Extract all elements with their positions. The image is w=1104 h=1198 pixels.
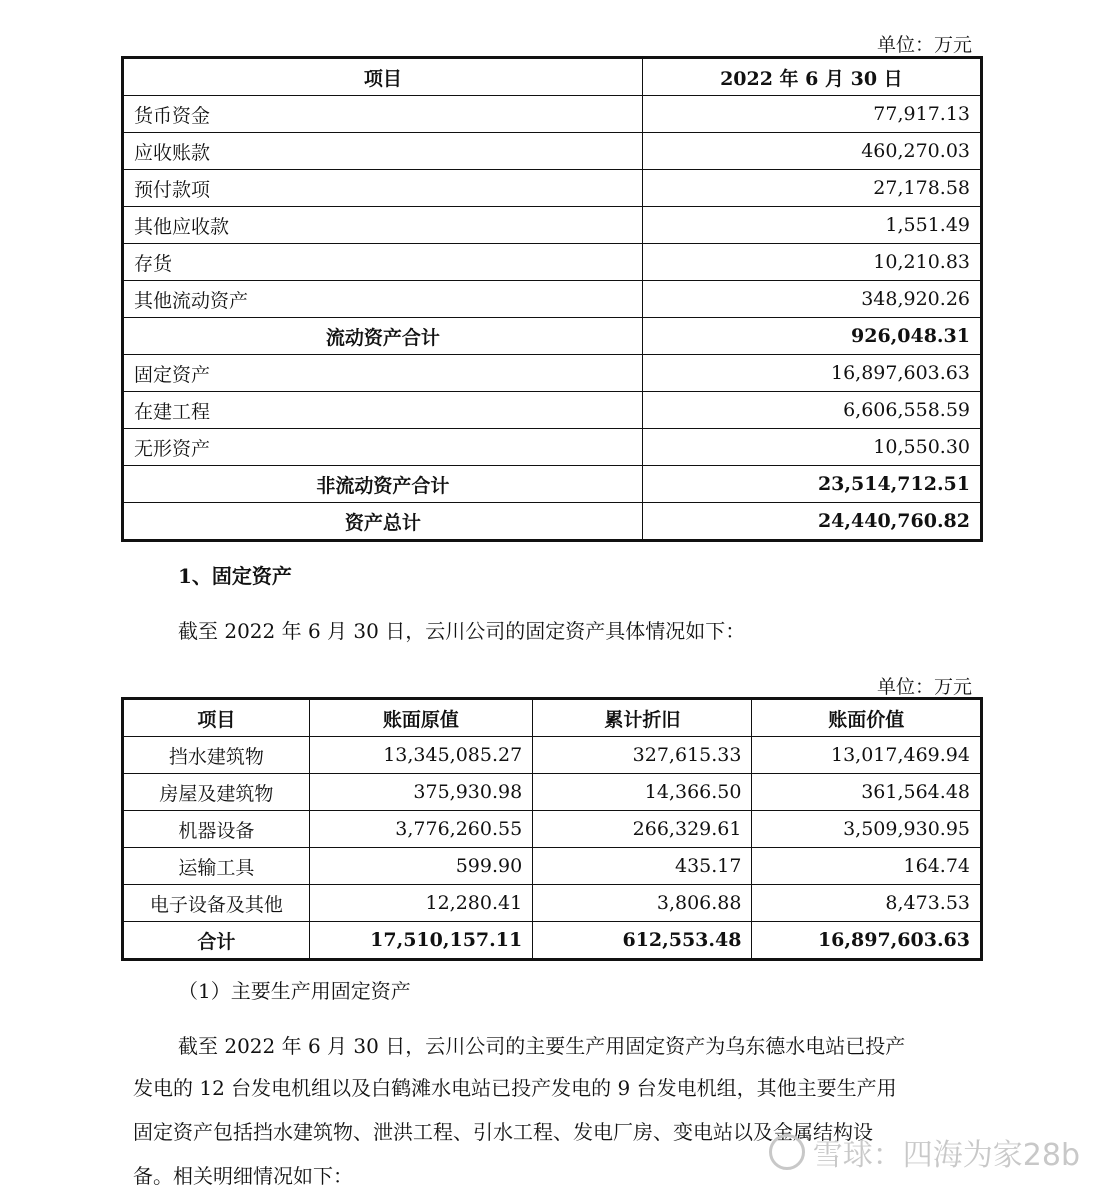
- subsection-heading: （1）主要生产用固定资产: [178, 979, 411, 1003]
- cell: 13,017,469.94: [752, 737, 982, 774]
- cell: 164.74: [752, 848, 982, 885]
- row-value: 27,178.58: [642, 170, 981, 207]
- row-label: 房屋及建筑物: [123, 774, 310, 811]
- row-value: 10,550.30: [642, 429, 981, 466]
- unit-label-1: 单位：万元: [876, 34, 972, 56]
- table-row: [123, 133, 982, 170]
- section-intro: 截至 2022 年 6 月 30 日，云川公司的固定资产具体情况如下：: [178, 619, 746, 643]
- cell: 3,806.88: [533, 885, 752, 922]
- table-row: [123, 392, 982, 429]
- total-row: [123, 922, 982, 960]
- cell: 16,897,603.63: [752, 922, 982, 960]
- header-depreciation: 累计折旧: [533, 699, 752, 737]
- cell: 13,345,085.27: [309, 737, 533, 774]
- cell: 3,509,930.95: [752, 811, 982, 848]
- paragraph-line: 发电的 12 台发电机组以及白鹤滩水电站已投产发电的 9 台发电机组，其他主要生产用: [133, 1076, 897, 1100]
- table-header-row: [123, 58, 982, 96]
- row-label: 其他流动资产: [123, 281, 643, 318]
- table-row: [123, 207, 982, 244]
- header-original-value: 账面原值: [309, 699, 533, 737]
- header-book-value: 账面价值: [752, 699, 982, 737]
- row-label: 机器设备: [123, 811, 310, 848]
- row-label: 资产总计: [123, 503, 643, 541]
- header-item: 项目: [123, 699, 310, 737]
- row-label: 预付款项: [123, 170, 643, 207]
- subtotal-row: [123, 318, 982, 355]
- watermark: [769, 1130, 1080, 1174]
- row-value: 926,048.31: [642, 318, 981, 355]
- table-row: [123, 811, 982, 848]
- cell: 12,280.41: [309, 885, 533, 922]
- cell: 3,776,260.55: [309, 811, 533, 848]
- table-row: [123, 355, 982, 392]
- row-value: 24,440,760.82: [642, 503, 981, 541]
- table-row: [123, 96, 982, 133]
- balance-sheet-table: [121, 56, 983, 542]
- paragraph-line: 备。相关明细情况如下：: [133, 1164, 353, 1188]
- unit-label-2: 单位：万元: [876, 676, 972, 698]
- cell: 375,930.98: [309, 774, 533, 811]
- row-value: 23,514,712.51: [642, 466, 981, 503]
- row-label: 存货: [123, 244, 643, 281]
- row-label: 流动资产合计: [123, 318, 643, 355]
- row-value: 6,606,558.59: [642, 392, 981, 429]
- row-label: 应收账款: [123, 133, 643, 170]
- paragraph-line: 截至 2022 年 6 月 30 日，云川公司的主要生产用固定资产为乌东德水电站已投产: [178, 1034, 906, 1058]
- row-label: 电子设备及其他: [123, 885, 310, 922]
- row-value: 348,920.26: [642, 281, 981, 318]
- row-label: 无形资产: [123, 429, 643, 466]
- row-label: 运输工具: [123, 848, 310, 885]
- cell: 14,366.50: [533, 774, 752, 811]
- row-label: 挡水建筑物: [123, 737, 310, 774]
- cell: 266,329.61: [533, 811, 752, 848]
- header-date: 2022 年 6 月 30 日: [642, 58, 981, 96]
- table-row: [123, 281, 982, 318]
- fixed-assets-table: [121, 697, 983, 961]
- cell: 435.17: [533, 848, 752, 885]
- cell: 8,473.53: [752, 885, 982, 922]
- table-header-row: [123, 699, 982, 737]
- table-row: [123, 774, 982, 811]
- row-value: 460,270.03: [642, 133, 981, 170]
- table-row: [123, 737, 982, 774]
- row-label: 其他应收款: [123, 207, 643, 244]
- watermark-text: 雪球：四海为家28b: [812, 1138, 1080, 1173]
- row-label: 在建工程: [123, 392, 643, 429]
- row-value: 16,897,603.63: [642, 355, 981, 392]
- table-row: [123, 244, 982, 281]
- table-row: [123, 848, 982, 885]
- total-row: [123, 503, 982, 541]
- cell: 17,510,157.11: [309, 922, 533, 960]
- section-heading: 1、固定资产: [178, 564, 292, 588]
- snowball-logo-icon: [769, 1134, 805, 1170]
- cell: 612,553.48: [533, 922, 752, 960]
- table-row: [123, 170, 982, 207]
- row-label: 货币资金: [123, 96, 643, 133]
- table-row: [123, 429, 982, 466]
- table-row: [123, 885, 982, 922]
- cell: 361,564.48: [752, 774, 982, 811]
- row-value: 1,551.49: [642, 207, 981, 244]
- header-item: 项目: [123, 58, 643, 96]
- cell: 327,615.33: [533, 737, 752, 774]
- paragraph-line: 固定资产包括挡水建筑物、泄洪工程、引水工程、发电厂房、变电站以及金属结构设: [133, 1120, 873, 1144]
- row-label: 非流动资产合计: [123, 466, 643, 503]
- row-value: 10,210.83: [642, 244, 981, 281]
- cell: 599.90: [309, 848, 533, 885]
- subtotal-row: [123, 466, 982, 503]
- row-label: 合计: [123, 922, 310, 960]
- row-value: 77,917.13: [642, 96, 981, 133]
- row-label: 固定资产: [123, 355, 643, 392]
